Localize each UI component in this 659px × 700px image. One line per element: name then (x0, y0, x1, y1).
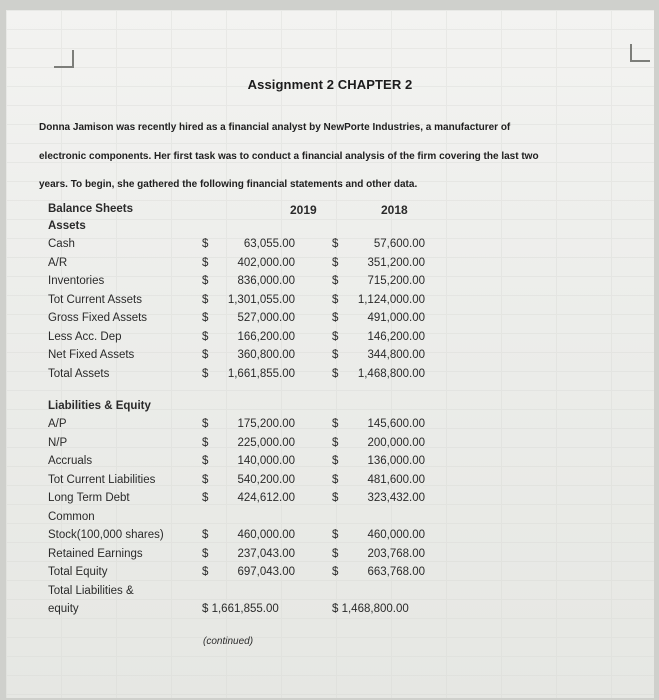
value-2018 (332, 437, 425, 449)
row-label: Cash (48, 238, 75, 250)
amount: 57,600.00 (373, 238, 425, 250)
value-2018 (332, 529, 425, 541)
row-label: A/R (48, 256, 68, 269)
currency-symbol: $ (202, 293, 209, 306)
currency-symbol: $ (332, 473, 339, 486)
value-2018 (332, 474, 425, 486)
liabilities-heading: Liabilities & Equity (48, 400, 151, 412)
currency-symbol: $ (202, 529, 209, 541)
value-2019 (202, 492, 295, 504)
currency-symbol: $ (332, 275, 339, 287)
value-2019 (202, 294, 295, 306)
row-label: Stock(100,000 shares) (48, 529, 164, 541)
amount: 527,000.00 (237, 312, 295, 324)
value-2018 (332, 257, 425, 269)
amount: 715,200.00 (367, 275, 425, 287)
amount: 63,055.00 (243, 238, 295, 250)
amount: 175,200.00 (237, 418, 295, 430)
row-label: Tot Current Assets (48, 293, 142, 306)
year-2019-header: 2019 (290, 203, 317, 217)
currency-symbol: $ (202, 256, 209, 269)
value-2019 (202, 238, 295, 250)
amount: 351,200.00 (367, 256, 425, 269)
amount: 344,800.00 (367, 349, 425, 361)
value-2018 (332, 294, 425, 306)
value-2018 (332, 548, 425, 560)
value-2018: $ 1,468,800.00 (332, 603, 409, 615)
amount: 360,800.00 (237, 349, 295, 361)
currency-symbol: $ (332, 492, 339, 504)
currency-symbol: $ (332, 547, 339, 560)
amount: 136,000.00 (367, 455, 425, 467)
currency-symbol: $ (332, 330, 339, 343)
currency-symbol: $ (202, 330, 209, 343)
amount: 540,200.00 (237, 473, 295, 486)
value-2019 (202, 349, 295, 361)
value-2019 (202, 275, 295, 287)
currency-symbol: $ (202, 436, 209, 449)
row-label: Less Acc. Dep (48, 330, 122, 343)
corner-mark-right (630, 44, 650, 62)
amount: 237,043.00 (237, 547, 295, 560)
row-label: Tot Current Liabilities (48, 473, 156, 486)
amount: 323,432.00 (367, 492, 425, 504)
row-label: Retained Earnings (48, 547, 143, 560)
row-label: Total Liabilities & (48, 584, 134, 597)
value-2019 (202, 312, 295, 324)
amount: 663,768.00 (367, 566, 425, 578)
currency-symbol: $ (332, 293, 339, 306)
currency-symbol: $ (202, 418, 209, 430)
value-2019 (202, 418, 295, 430)
amount: 166,200.00 (237, 330, 295, 343)
amount: 1,124,000.00 (357, 293, 425, 306)
value-2019 (202, 331, 295, 343)
amount: 460,000.00 (367, 529, 425, 541)
amount: 460,000.00 (237, 529, 295, 541)
document-page (6, 10, 654, 698)
value-2018 (332, 238, 425, 250)
amount: 1,468,800.00 (357, 367, 425, 380)
currency-symbol: $ (202, 312, 209, 324)
currency-symbol: $ (202, 238, 209, 250)
row-label: N/P (48, 436, 68, 449)
currency-symbol: $ (202, 275, 209, 287)
value-2018 (332, 275, 425, 287)
currency-symbol: $ (332, 312, 339, 324)
amount: 402,000.00 (237, 256, 295, 269)
corner-mark-left (54, 50, 74, 68)
currency-symbol: $ (332, 566, 339, 578)
amount: 146,200.00 (367, 330, 425, 343)
currency-symbol: $ (332, 455, 339, 467)
currency-symbol: $ (202, 349, 209, 361)
value-2018 (332, 418, 425, 430)
value-2019 (202, 368, 295, 380)
page-title: Assignment 2 CHAPTER 2 (247, 77, 413, 92)
value-2019: $ 1,661,855.00 (202, 603, 279, 615)
currency-symbol: $ (202, 455, 209, 467)
year-2018-header: 2018 (381, 203, 408, 217)
intro-line-1: Donna Jamison was recently hired as a financial analyst by NewPorte Industries, a manufacturer of (39, 122, 511, 133)
value-2019 (202, 437, 295, 449)
value-2018 (332, 566, 425, 578)
value-2018 (332, 312, 425, 324)
row-label: Net Fixed Assets (48, 349, 135, 361)
amount: 491,000.00 (367, 312, 425, 324)
amount: 225,000.00 (237, 436, 295, 449)
row-label: Long Term Debt (48, 492, 130, 504)
amount: 1,661,855.00 (227, 367, 295, 380)
row-label: equity (48, 603, 79, 615)
currency-symbol: $ (332, 349, 339, 361)
value-2019 (202, 566, 295, 578)
amount: 1,301,055.00 (227, 293, 295, 306)
value-2019 (202, 474, 295, 486)
continued-note: (continued) (203, 636, 254, 647)
row-label: Common (48, 510, 95, 523)
value-2018 (332, 331, 425, 343)
value-2018 (332, 455, 425, 467)
currency-symbol: $ (332, 418, 339, 430)
value-2019 (202, 529, 295, 541)
currency-symbol: $ (202, 566, 209, 578)
intro-line-2: electronic components. Her first task was to conduct a financial analysis of the firm covering the last two (39, 151, 539, 162)
amount: 481,600.00 (367, 473, 425, 486)
row-label: Total Equity (48, 566, 108, 578)
amount: 140,000.00 (237, 455, 295, 467)
value-2019 (202, 455, 295, 467)
value-2019 (202, 548, 295, 560)
row-label: Total Assets (48, 367, 110, 380)
row-label: Inventories (48, 275, 105, 287)
row-label: Accruals (48, 455, 93, 467)
amount: 200,000.00 (367, 436, 425, 449)
value-2019 (202, 257, 295, 269)
row-label: Gross Fixed Assets (48, 312, 148, 324)
row-label: A/P (48, 418, 67, 430)
amount: 836,000.00 (237, 275, 295, 287)
currency-symbol: $ (202, 473, 209, 486)
value-2018 (332, 368, 425, 380)
currency-symbol: $ (332, 529, 339, 541)
balance-sheets-heading: Balance Sheets (48, 203, 134, 215)
currency-symbol: $ (332, 238, 339, 250)
amount: 424,612.00 (237, 492, 295, 504)
value-2018 (332, 492, 425, 504)
assets-heading: Assets (48, 220, 86, 232)
amount: 145,600.00 (367, 418, 425, 430)
currency-symbol: $ (332, 436, 339, 449)
currency-symbol: $ (202, 367, 209, 380)
intro-line-3: years. To begin, she gathered the following financial statements and other data. (39, 179, 418, 190)
currency-symbol: $ (332, 367, 339, 380)
amount: 697,043.00 (237, 566, 295, 578)
currency-symbol: $ (202, 547, 209, 560)
value-2018 (332, 349, 425, 361)
currency-symbol: $ (202, 492, 209, 504)
amount: 203,768.00 (367, 547, 425, 560)
currency-symbol: $ (332, 256, 339, 269)
